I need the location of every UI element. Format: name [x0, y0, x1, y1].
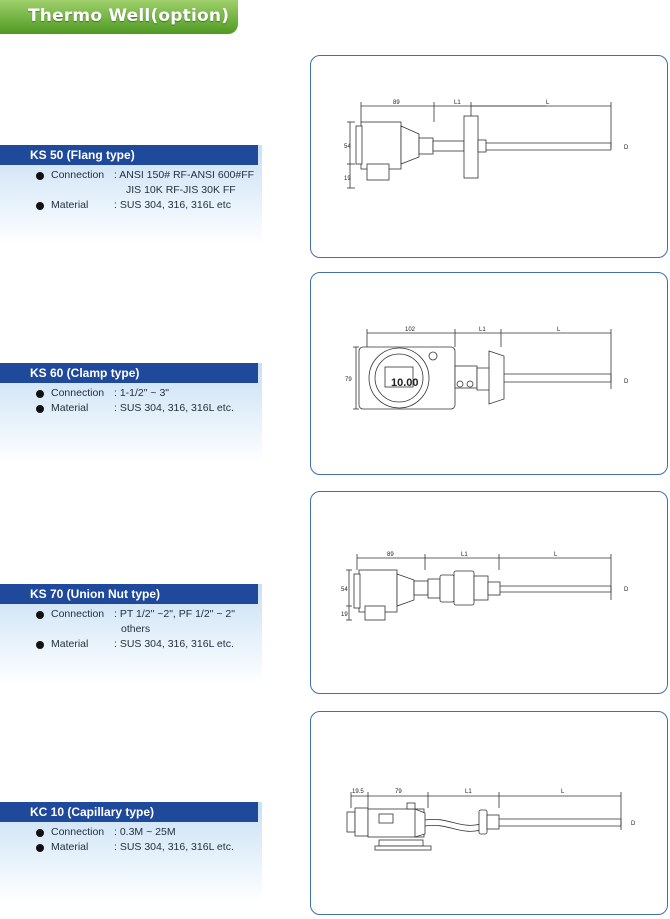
ks70-technical-drawing: [311, 492, 667, 693]
material-value: : SUS 304, 316, 316L etc.: [114, 402, 234, 414]
dim-l1: L1: [461, 552, 468, 558]
connection-row-cont: [0, 622, 262, 637]
kc10-technical-drawing: [311, 712, 667, 914]
dim-d: D: [624, 145, 629, 151]
connection-value-2: JIS 10K RF-JIS 30K FF: [126, 184, 236, 196]
material-value: : SUS 304, 316, 316L etc.: [114, 638, 234, 650]
connection-row: [0, 168, 262, 183]
dim-l: L: [557, 327, 561, 333]
drawing-card-ks50: [310, 55, 668, 258]
bullet-icon: [36, 641, 44, 649]
product-name: KS 60 (Clamp type): [0, 363, 258, 383]
connection-row: [0, 607, 262, 622]
bullet-icon: [36, 405, 44, 413]
drawing-card-kc10: [310, 711, 668, 915]
bullet-icon: [36, 611, 44, 619]
bullet-icon: [36, 172, 44, 180]
connection-row: [0, 825, 262, 840]
dim-head: 79: [395, 789, 402, 795]
dim-h1: 54: [344, 144, 351, 150]
drawing-card-ks70: [310, 491, 668, 694]
bullet-icon: [36, 390, 44, 398]
dim-head: 89: [393, 100, 400, 106]
bullet-icon: [36, 844, 44, 852]
spec-panel-ks50: [0, 145, 262, 245]
bullet-icon: [36, 202, 44, 210]
dim-l1: L1: [454, 100, 461, 106]
dim-l1: L1: [479, 327, 486, 333]
connection-value: : 0.3M ~ 25M: [114, 826, 176, 838]
material-value: : SUS 304, 316, 316L etc.: [114, 841, 234, 853]
connection-value: : ANSI 150# RF-ANSI 600#FF: [114, 169, 255, 181]
connection-label: Connection: [51, 387, 105, 399]
connection-row: [0, 386, 262, 401]
lcd-display: 10.00: [391, 377, 419, 389]
dim-d: D: [624, 587, 629, 593]
product-name: KS 50 (Flang type): [0, 145, 258, 165]
page-title: Thermo Well(option): [28, 6, 230, 26]
material-label: Material: [51, 841, 89, 853]
product-name: KC 10 (Capillary type): [0, 802, 258, 822]
connection-label: Connection: [51, 826, 105, 838]
material-label: Material: [51, 638, 89, 650]
dim-d: D: [624, 379, 629, 385]
dim-h1: 54: [341, 587, 348, 593]
ks60-technical-drawing: [311, 273, 667, 474]
material-row: [0, 198, 262, 213]
dim-h0: 19.5: [352, 789, 364, 795]
dim-d: D: [631, 821, 636, 827]
product-name: KS 70 (Union Nut type): [0, 584, 258, 604]
bullet-icon: [36, 829, 44, 837]
page-title-tab: [0, 0, 238, 34]
dim-h2: 19: [341, 612, 348, 618]
spec-panel-ks70: [0, 584, 262, 684]
spec-panel-ks60: [0, 363, 262, 463]
dim-l: L: [561, 789, 565, 795]
material-label: Material: [51, 402, 89, 414]
connection-row-cont: [0, 183, 262, 198]
material-row: [0, 401, 262, 416]
spec-panel-kc10: [0, 802, 262, 902]
dim-h2: 19: [344, 176, 351, 182]
connection-value: : 1-1/2" ~ 3": [114, 387, 170, 399]
dim-l1: L1: [465, 789, 472, 795]
material-label: Material: [51, 199, 89, 211]
material-value: : SUS 304, 316, 316L etc: [114, 199, 231, 211]
drawing-card-ks60: [310, 272, 668, 475]
dim-l: L: [546, 100, 550, 106]
connection-value-2: others: [121, 623, 151, 635]
dim-h1: 79: [345, 377, 352, 383]
dim-head: 102: [405, 327, 416, 333]
ks50-technical-drawing: [311, 56, 667, 257]
material-row: [0, 840, 262, 855]
dim-head: 89: [387, 552, 394, 558]
connection-label: Connection: [51, 169, 105, 181]
material-row: [0, 637, 262, 652]
connection-label: Connection: [51, 608, 105, 620]
connection-value: : PT 1/2" ~2", PF 1/2" ~ 2": [114, 608, 235, 620]
dim-l: L: [554, 552, 558, 558]
